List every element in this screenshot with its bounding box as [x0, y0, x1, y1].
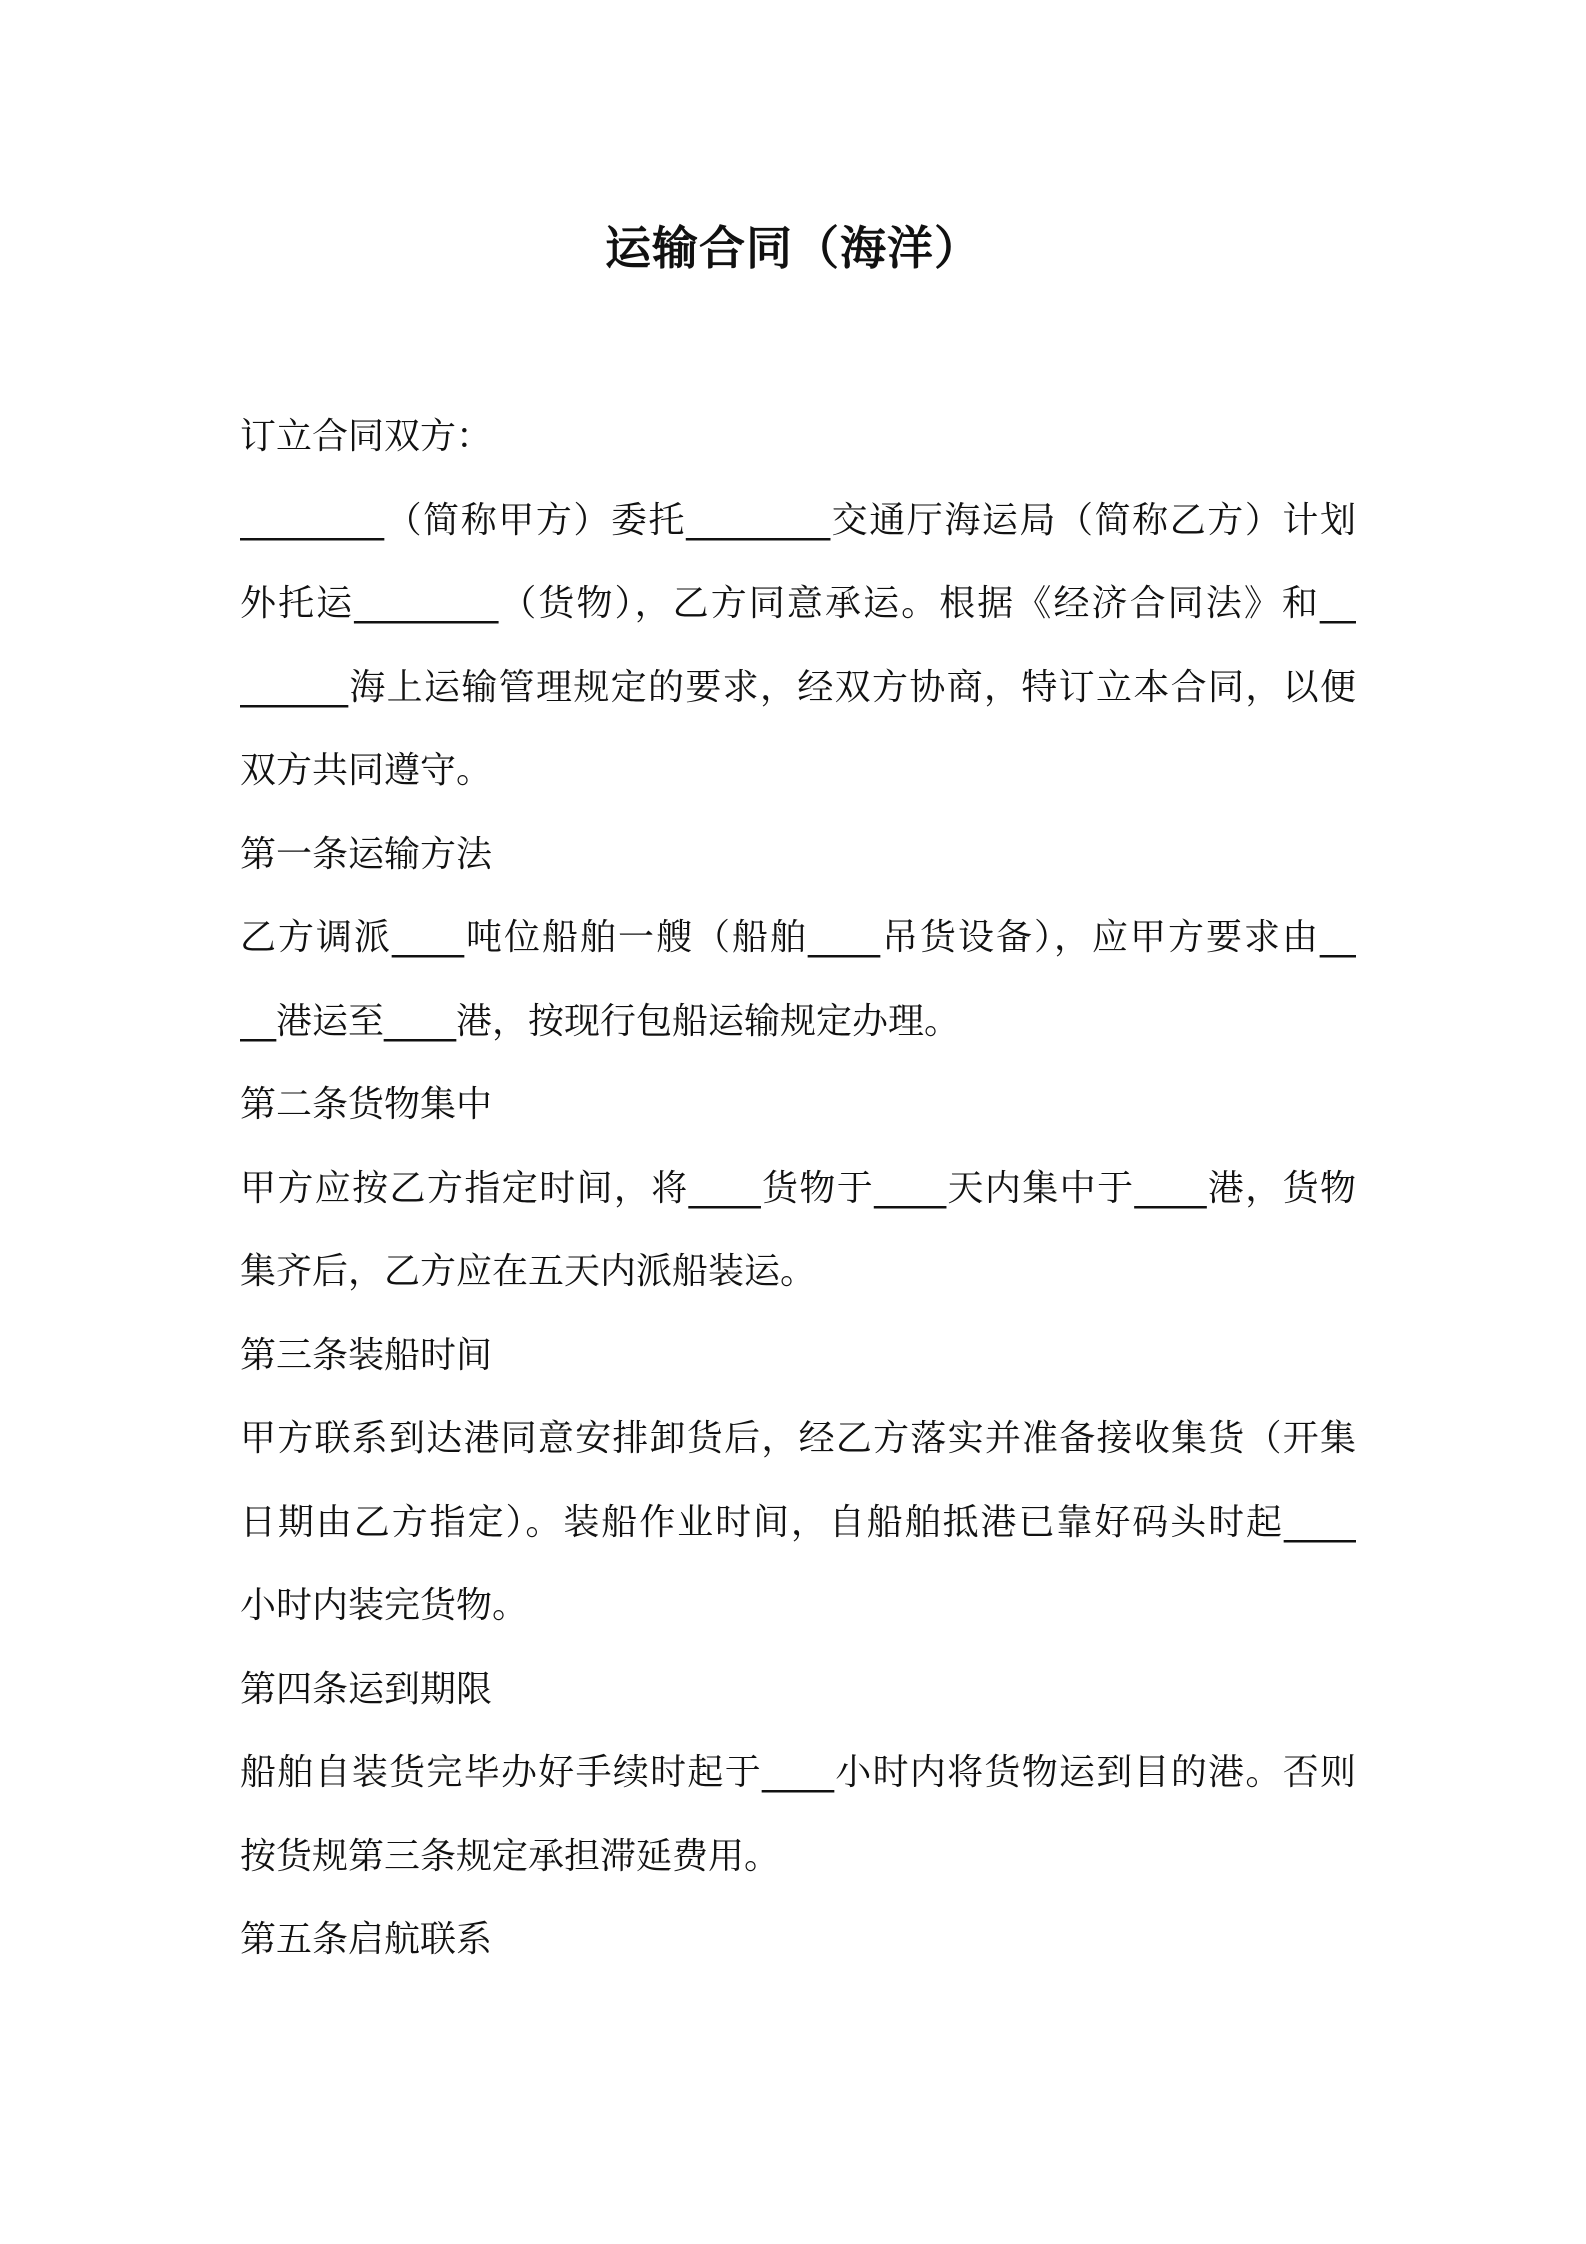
- document-body: [240, 395, 1356, 1982]
- paragraph-line: 小时内装完货物。: [240, 1585, 529, 1626]
- article-2-heading: 第二条货物集中: [240, 1084, 493, 1125]
- paragraph-line: 外托运________（货物），乙方同意承运。根据《经济合同法》和__: [240, 583, 1356, 624]
- parties-intro-line: 订立合同双方：: [240, 416, 493, 457]
- paragraph-line: 船舶自装货完毕办好手续时起于____小时内将货物运到目的港。否则: [240, 1752, 1356, 1793]
- paragraph-line: ________（简称甲方）委托________交通厅海运局（简称乙方）计划: [240, 499, 1356, 541]
- paragraph-line: 集齐后，乙方应在五天内派船装运。: [240, 1251, 817, 1292]
- paragraph-line: 按货规第三条规定承担滞延费用。: [240, 1835, 781, 1877]
- paragraph-line: 甲方应按乙方指定时间，将____货物于____天内集中于____港，货物: [240, 1167, 1356, 1209]
- paragraph-line: 日期由乙方指定）。装船作业时间，自船舶抵港已靠好码头时起____: [240, 1501, 1356, 1543]
- article-5-heading: 第五条启航联系: [240, 1919, 493, 1960]
- article-1-heading: 第一条运输方法: [240, 833, 493, 875]
- article-3-heading: 第三条装船时间: [240, 1334, 493, 1376]
- paragraph-line: 双方共同遵守。: [240, 750, 493, 791]
- paragraph-line: ______海上运输管理规定的要求，经双方协商，特订立本合同，以便: [240, 666, 1356, 708]
- document-title: 运输合同（海洋）: [605, 221, 981, 275]
- article-4-heading: 第四条运到期限: [240, 1668, 493, 1710]
- paragraph-line: 甲方联系到达港同意安排卸货后，经乙方落实并准备接收集货（开集: [240, 1418, 1356, 1459]
- paragraph-line: __港运至____港，按现行包船运输规定办理。: [240, 1000, 961, 1042]
- paragraph-line: 乙方调派____吨位船舶一艘（船舶____吊货设备），应甲方要求由__: [240, 917, 1356, 958]
